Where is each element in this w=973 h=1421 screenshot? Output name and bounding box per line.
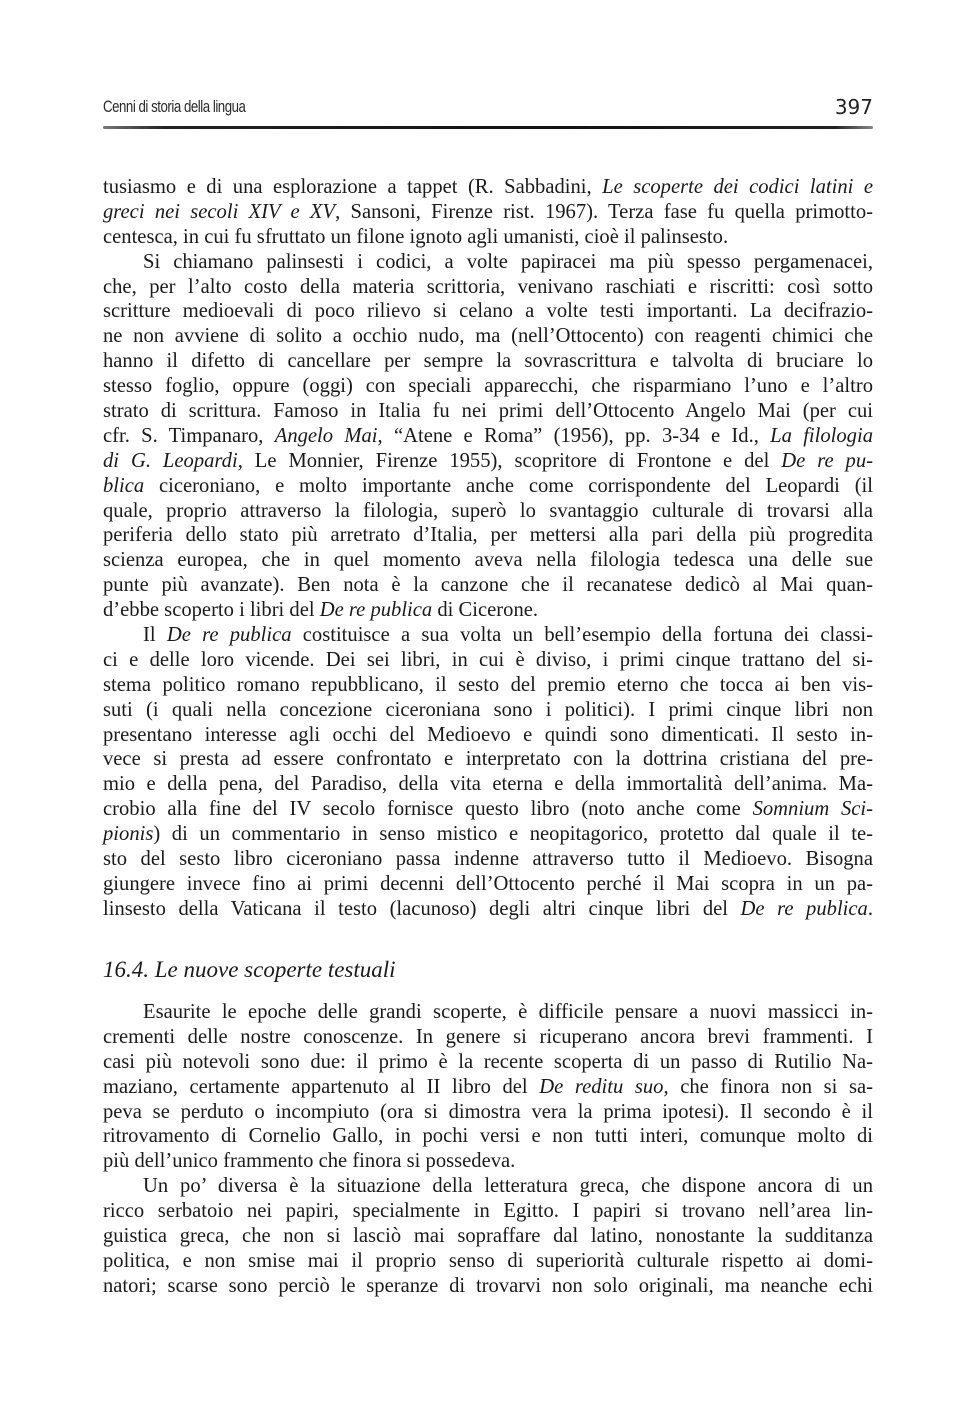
text-line [103,1075,873,1100]
text-run: ci e delle loro vicende. Dei sei libri, in cui è diviso, i primi cinque trattano del si- [103,648,873,671]
text-run: scienza europea, che in quel momento aveva nella filologia tedesca una delle sue [103,549,873,572]
text-run: crementi delle nostre conoscenze. In genere si ricuperano ancora brevi frammenti. I [103,1025,873,1048]
paragraph-first-line [103,250,873,275]
text-line [103,225,873,250]
text-line [103,424,873,449]
italic-title-run: La filologia [770,424,873,447]
text-run: maziano, certamente appartenuto al II libro del [103,1075,540,1098]
italic-title-run: Le scoperte dei codici latini e [602,176,873,198]
text-run: casi più notevoli sono due: il primo è la recente scoperta di un passo di Rutilio Na- [103,1050,873,1073]
text-line [103,474,873,499]
italic-title-run: blica [103,474,145,497]
text-line [103,1124,873,1149]
text-run: ne non avviene di solito a occhio nudo, ma (nell’Ottocento) con reagenti chimici che [103,325,873,348]
text-run: linsesto della Vaticana il testo (lacunoso) degli altri cinque libri del [103,897,741,920]
text-run: . [867,897,873,920]
text-run: natori; scarse sono perciò le speranze di trovarvi non solo originali, ma neanche echi [103,1274,873,1297]
italic-title-run: greci nei secoli XIV e XV [103,200,336,223]
text-line [103,847,873,872]
section-heading: 16.4. Le nuove scoperte testuali [103,957,396,982]
text-run: mio e della pena, del Paradiso, della vita eterna e della immortalità dell’anima. Ma- [103,773,873,796]
text-line [103,822,873,847]
italic-title-run: De re publica [166,624,292,647]
text-run: tusiasmo e di una esplorazione a tappet (R. Sabbadini, [103,176,603,198]
text-line [103,1249,873,1274]
italic-title-run: De re publica [319,599,433,622]
text-line [103,523,873,548]
text-line [103,648,873,673]
text-line [103,275,873,300]
text-run: giungere invece fino ai primi decenni dell’Ottocento perché il Mai scopra in un pa- [103,872,873,895]
running-head-title: Cenni di storia della lingua [103,97,246,116]
text-line [103,349,873,374]
text-run: , Le Monnier, Firenze 1955), scopritore di Frontone e del [237,449,782,472]
text-line [103,772,873,797]
text-run: più dell’unico frammento che finora si possedeva. [103,1150,516,1173]
text-run: quale, proprio attraverso la filologia, superò lo svantaggio culturale di trovarsi alla [103,499,873,522]
text-line [103,1224,873,1249]
text-line [103,374,873,399]
text-line [103,1050,873,1075]
text-run: ) di un commentario in senso mistico e neopitagorico, protetto dal quale il te- [153,823,873,846]
text-line [103,200,873,225]
text-line [103,1100,873,1125]
text-run: Un po’ diversa è la situazione della letteratura greca, che dispone ancora di un [143,1175,873,1198]
text-line [103,747,873,772]
text-run: Il [143,624,167,647]
header-rule [103,126,873,129]
text-run: Esaurite le epoche delle grandi scoperte, è difficile pensare a nuovi massicci in- [143,1001,873,1023]
text-run: d’ebbe scoperto i libri del [103,599,320,622]
text-line [103,324,873,349]
text-line [103,499,873,524]
text-run: costituisce a sua volta un bell’esempio della fortuna dei classi- [291,624,873,647]
paragraph-first-line [103,1174,873,1199]
text-line [103,872,873,897]
text-run: vece si presta ad essere confrontato e interpretato con la dottrina cristiana del pre- [103,748,873,771]
italic-title-run: pionis [103,823,154,846]
text-run: , che finora non si sa- [663,1075,873,1098]
paragraph-first-line [103,1000,873,1025]
text-run: presentano interesse agli occhi del Medioevo e quindi sono dimenticati. Il sesto in- [103,723,873,746]
text-run: Si chiamano palinsesti i codici, a volte papiracei ma più spesso pergamenacei, [143,250,873,273]
text-run: cfr. S. Timpanaro, [103,424,275,447]
text-run: che, per l’alto costo della materia scrittoria, venivano raschiati e riscritti: così sotto [103,275,873,298]
text-run: stema politico romano repubblicano, il sesto del premio eterno che tocca ai ben vis- [103,673,873,696]
text-line [103,598,873,623]
text-run: peva se perduto o incompiuto (ora si dimostra vera la prima ipotesi). Il secondo è il [103,1100,873,1123]
text-line [103,797,873,822]
text-line [103,399,873,424]
italic-title-run: De re publica [740,897,868,920]
text-line [103,1274,873,1299]
text-run: strato di scrittura. Famoso in Italia fu nei primi dell’Ottocento Angelo Mai (per cui [103,400,873,423]
text-line [103,1199,873,1224]
text-line [103,897,873,922]
italic-title-run: Somnium Sci- [752,798,873,821]
text-run: politica, e non smise mai il proprio senso di superiorità culturale rispetto ai domi- [103,1249,873,1272]
text-run: sto del sesto libro ciceroniano passa indenne attraverso tutto il Medioevo. Bisogna [103,848,873,871]
text-run: crobio alla fine del IV secolo fornisce questo libro (noto anche come [103,798,753,821]
italic-title-run: De reditu suo [539,1075,664,1098]
paragraph-first-line [103,623,873,648]
text-line [103,449,873,474]
text-run: guistica greca, che non si lasciò mai sopraffare dal latino, nonostante la sudditanza [103,1225,873,1248]
text-run: centesca, in cui fu sfruttato un filone ignoto agli umanisti, cioè il palinsesto. [103,225,729,248]
page-number: 397 [834,95,873,119]
text-line [103,698,873,723]
text-line [103,673,873,698]
text-run: hanno il difetto di cancellare per sempre la sovrascrittura e talvolta di bruciare lo [103,350,873,373]
text-line [103,1025,873,1050]
text-line [103,175,873,200]
italic-title-run: Angelo Mai [274,424,378,447]
text-line [103,548,873,573]
running-head [103,97,873,125]
text-line [103,723,873,748]
italic-title-run: di G. Leopardi [103,449,238,472]
text-run: scritture medioevali di poco rilievo si celano a volte testi importanti. La decifrazio- [103,300,873,323]
text-line [103,1149,873,1174]
text-line [103,299,873,324]
text-run: suti (i quali nella concezione ciceroniana sono i politici). I primi cinque libri non [103,698,873,721]
text-run: di Cicerone. [432,599,539,622]
text-run: , Sansoni, Firenze rist. 1967). Terza fase fu quella primotto- [335,200,873,223]
text-run: ricco serbatoio nei papiri, specialmente in Egitto. I papiri si trovano nell’area lin- [103,1200,873,1223]
text-line [103,573,873,598]
body-text-before-section [103,175,873,922]
italic-title-run: De re pu- [781,449,873,472]
text-run: punte più avanzate). Ben nota è la canzone che il recanatese dedicò al Mai quan- [103,574,873,597]
body-text-section-16-4 [103,1000,873,1299]
text-run: stesso foglio, oppure (oggi) con speciali apparecchi, che risparmiano l’uno e l’altro [103,375,873,398]
text-run: ritrovamento di Cornelio Gallo, in pochi versi e non tutti interi, comunque molto di [103,1125,873,1148]
text-run: periferia dello stato più arretrato d’Italia, per mettersi alla pari della più progredita [103,524,873,547]
text-run: ciceroniano, e molto importante anche come corrispondente del Leopardi (il [144,474,873,497]
text-run: , “Atene e Roma” (1956), pp. 3-34 e Id., [377,424,771,447]
